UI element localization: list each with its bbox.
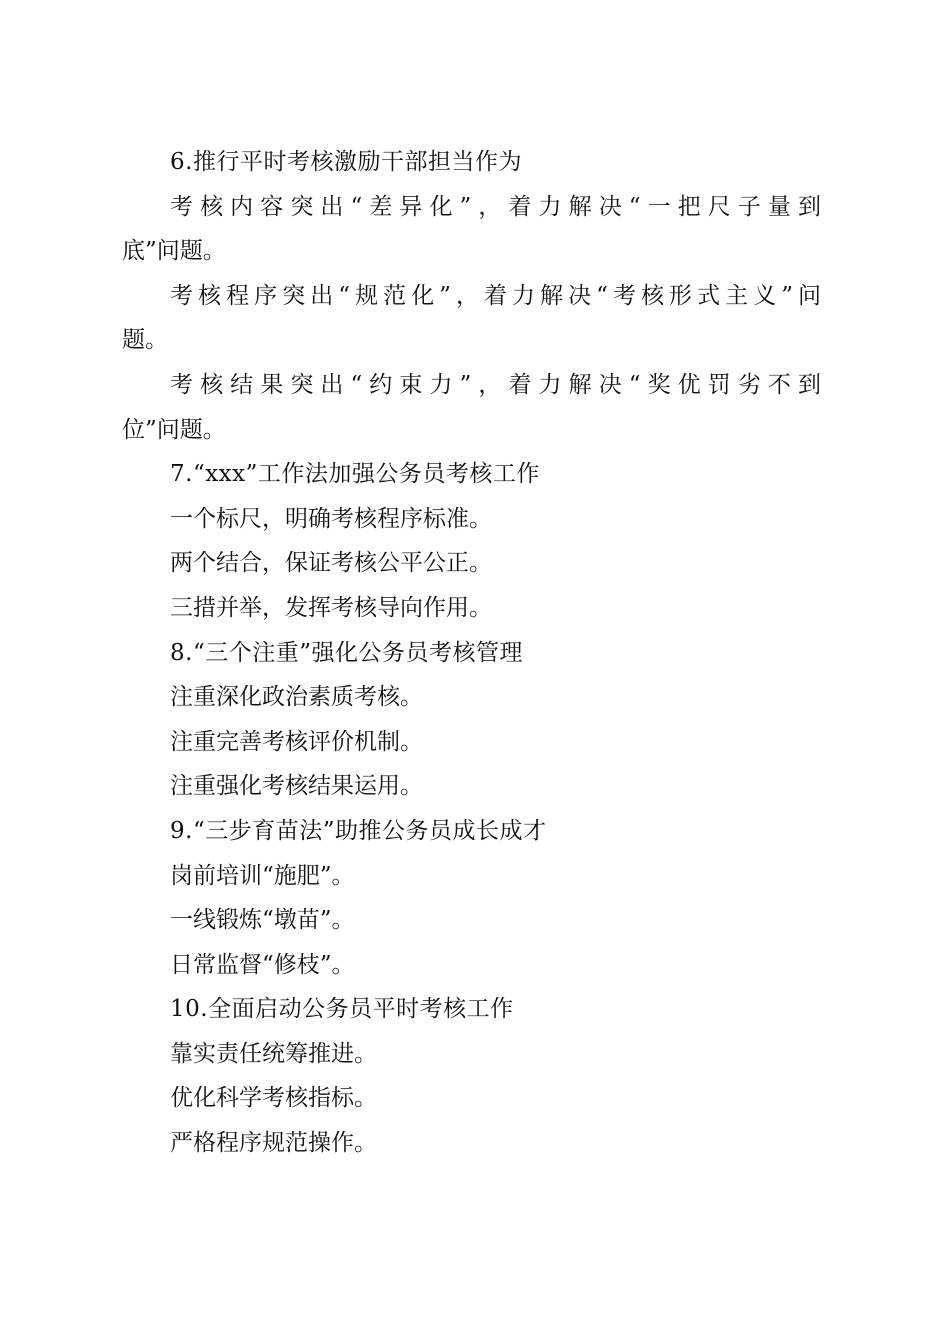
document-body	[122, 140, 822, 1166]
list-item: 一个标尺，明确考核程序标准。	[170, 505, 492, 532]
list-item: 日常监督“修枝”。	[170, 951, 355, 978]
paragraph-line: 考核结果突出“约束力”，着力解决“奖优罚劣不到	[170, 371, 822, 398]
section-heading-10: 10.全面启动公务员平时考核工作	[170, 996, 514, 1023]
paragraph-line: 考核内容突出“差异化”，着力解决“一把尺子量到	[170, 193, 822, 220]
list-item: 注重强化考核结果运用。	[170, 773, 423, 800]
paragraph-line: 位”问题。	[122, 416, 226, 443]
section-heading-6: 6.推行平时考核激励干部担当作为	[170, 149, 522, 175]
section-heading-7: 7.“xxx”工作法加强公务员考核工作	[170, 461, 540, 488]
list-item: 靠实责任统筹推进。	[170, 1040, 377, 1067]
list-item: 注重完善考核评价机制。	[170, 728, 423, 755]
paragraph-line: 题。	[122, 327, 168, 354]
list-item: 优化科学考核指标。	[170, 1085, 377, 1112]
list-item: 注重深化政治素质考核。	[170, 684, 423, 711]
section-heading-8: 8.“三个注重”强化公务员考核管理	[170, 639, 523, 666]
list-item: 两个结合，保证考核公平公正。	[170, 550, 492, 577]
paragraph-line: 考核程序突出“规范化”，着力解决“考核形式主义”问	[170, 282, 822, 309]
list-item: 岗前培训“施肥”。	[170, 862, 355, 889]
list-item: 严格程序规范操作。	[170, 1130, 377, 1157]
section-heading-9: 9.“三步育苗法”助推公务员成长成才	[170, 817, 547, 844]
paragraph-line: 底”问题。	[122, 238, 226, 265]
list-item: 一线锻炼“墩苗”。	[170, 907, 355, 934]
list-item: 三措并举，发挥考核导向作用。	[170, 594, 492, 621]
